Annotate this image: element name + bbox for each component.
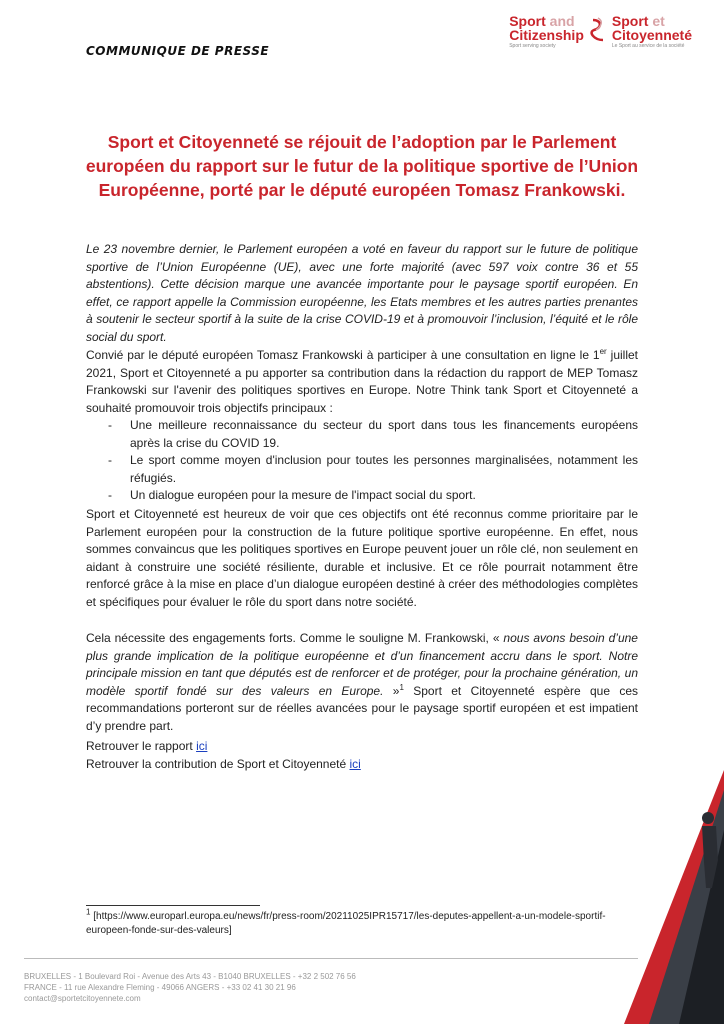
logos <box>509 14 692 49</box>
list-item <box>108 417 638 452</box>
logo-sport-et-citoyennete <box>612 14 692 49</box>
objectives-list <box>86 417 638 505</box>
superscript-er: er <box>599 347 607 356</box>
footer-email: contact@sportetcitoyennete.com <box>24 994 141 1003</box>
list-item-text: Un dialogue européen pour la mesure de l'impact social du sport. <box>130 488 476 502</box>
document-type-label: COMMUNIQUE DE PRESSE <box>86 44 270 58</box>
list-item <box>108 452 638 487</box>
paragraph-objectives-recognized: Sport et Citoyenneté est heureux de voir que ces objectifs ont été reconnus comme prioritaire par le Parlement européen pour la construction de la future politique sportive européenne. En effet, nous sommes convaincus que les politiques sportives en Europe peuvent jouer un rôle clé, non seulement en aidant à construire une société résiliente, durable et inclusive. Et ce rôle pourrait notamment être renforcé grâce à la mise en place d’un dialogue européen destiné à créer des méthodologies complètes et spécifiques pour évaluer le rôle du sport dans notre société. <box>86 507 638 609</box>
links-block <box>86 737 361 773</box>
paragraph-consultation-text-a: Convié par le député européen Tomasz Frankowski à participer à une consultation en ligne le 1 <box>86 348 600 362</box>
logo-fr-word-sport: Sport <box>611 13 653 29</box>
logo-fr-tagline: Le Sport au service de la société <box>611 43 685 49</box>
paragraph-consultation-text-b: juillet 2021, Sport et Citoyenneté a pu apporter sa contribution dans la rédaction du rapport de MEP Tomasz Frankowski sur l'avenir des politiques sportives en Europe. Notre Think tank Sport et Citoyenneté a souhaité promouvoir trois objectifs principaux : <box>86 348 639 415</box>
runner-photo-decoration <box>624 770 724 1024</box>
link-line-report-text: Retrouver le rapport <box>86 739 197 753</box>
link-line-contribution <box>86 755 361 773</box>
footer-divider <box>24 958 638 959</box>
logo-sport-and-citizenship <box>509 14 584 49</box>
frankowski-quote: nous avons besoin d’une plus grande implication de la politique européenne et d’un financement accru dans le sport. Notre principale mission en tant que députés est de renforcer et de protéger, pour la prochaine génération, un modèle sportif fondé sur des valeurs en Europe. <box>86 631 638 698</box>
bullet-dash: - <box>108 488 112 502</box>
paragraph-commitments-intro: Cela nécessite des engagements forts. Comme le souligne M. Frankowski, « <box>86 631 504 645</box>
footnote-reference: 1 <box>399 682 404 692</box>
report-link[interactable]: ici <box>196 739 208 753</box>
logo-en-word-and: and <box>549 13 575 29</box>
list-item <box>108 487 638 505</box>
list-item-text: Une meilleure reconnaissance du secteur du sport dans tous les financements européens après la crise du COVID 19. <box>130 418 638 450</box>
logo-fr-word-et: et <box>652 13 665 29</box>
logo-fr-word-citoyennete: Citoyenneté <box>611 27 692 43</box>
press-release-title: Sport et Citoyenneté se réjouit de l’adoption par le Parlement européen du rapport sur le futur de la politique sportive de l’Union Européenne, porté par le député européen Tomasz Frankowski. <box>85 132 639 200</box>
quote-close: » <box>383 683 400 698</box>
footnote-text: [https://www.europarl.europa.eu/news/fr/press-room/20211025IPR15717/les-deputes-appellent-a-un-modele-sportif-europeen-fonde-sur-des-valeurs] <box>86 911 606 936</box>
paragraph-commitments-end: Sport et Citoyenneté espère que ces recommandations porteront sur de réelles avancées pour le paysage sportif européen et est impatient d’y prendre part. <box>86 683 639 733</box>
link-line-contribution-text: Retrouver la contribution de Sport et Citoyenneté <box>86 757 350 771</box>
logo-swirl-icon <box>590 16 606 44</box>
footnote-number: 1 <box>86 907 91 917</box>
paragraph-commitments <box>86 630 638 735</box>
footnote-divider <box>86 905 260 906</box>
footer-france-address: FRANCE - 11 rue Alexandre Fleming - 49066 ANGERS - +33 02 41 30 21 96 <box>24 983 296 992</box>
footnote <box>86 907 646 938</box>
bullet-dash: - <box>108 453 112 467</box>
footer-brussels-address: BRUXELLES - 1 Boulevard Roi - Avenue des Arts 43 - B1040 BRUXELLES - +32 2 502 76 56 <box>24 972 356 981</box>
list-item-text: Le sport comme moyen d'inclusion pour toutes les personnes marginalisées, notamment les réfugiés. <box>130 453 638 485</box>
logo-en-word-sport: Sport <box>509 13 550 29</box>
footer-contact <box>24 971 356 1004</box>
contribution-link[interactable]: ici <box>349 757 361 771</box>
bullet-dash: - <box>108 418 112 432</box>
logo-en-word-citizenship: Citizenship <box>509 27 584 43</box>
paragraph-consultation <box>86 347 638 505</box>
paragraph-intro: Le 23 novembre dernier, le Parlement européen a voté en faveur du rapport sur le future de politique sportive de l’Union Européenne (UE), avec une forte majorité (avec 597 voix contre 36 et 55 abstentions). Cette décision marque une avancée importante pour le paysage sportif européen. En effet, ce rapport appelle la Commission européenne, les Etats membres et les autres parties prenantes à soutenir le secteur sportif à la suite de la crise COVID-19 et à promouvoir l’inclusion, l’équité et le rôle social du sport. <box>86 242 638 344</box>
logo-en-tagline: Sport serving society <box>509 43 556 49</box>
link-line-report <box>86 737 361 755</box>
